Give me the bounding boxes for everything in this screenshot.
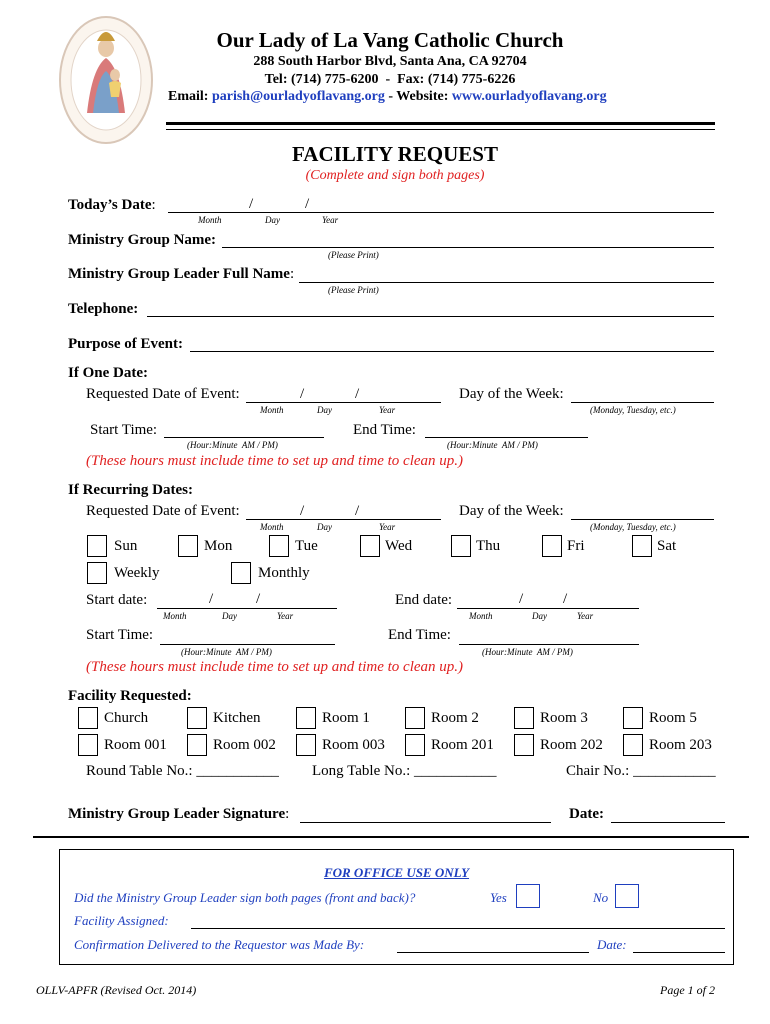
page-number: Page 1 of 2 (660, 983, 715, 997)
date-slash: / (355, 503, 360, 519)
facility-label-church: Church (104, 710, 149, 726)
month-hint: Month (260, 405, 284, 415)
date-slash: / (519, 591, 524, 607)
date-slash: / (355, 386, 360, 402)
checkbox-room-203[interactable] (623, 734, 643, 756)
facility-label-room-001: Room 001 (104, 737, 167, 753)
day-of-week-hint: (Monday, Tuesday, etc.) (590, 522, 676, 532)
recurring-end-time-field[interactable] (459, 644, 639, 645)
end-time-label: End Time: (353, 422, 416, 438)
checkbox-room-003[interactable] (296, 734, 316, 756)
hours-note: (These hours must include time to set up and time to clean up.) (86, 659, 464, 675)
start-date-field[interactable] (157, 608, 337, 609)
signature-field[interactable] (300, 822, 551, 823)
ministry-group-label: Ministry Group Name: (68, 232, 217, 248)
month-hint: Month (198, 215, 222, 225)
requested-date-label: Requested Date of Event: (86, 386, 240, 402)
date-slash: / (300, 503, 305, 519)
end-time-field[interactable] (425, 437, 588, 438)
facility-label-room-5: Room 5 (649, 710, 697, 726)
day-of-week-label: Day of the Week: (459, 503, 564, 519)
church-phone: Tel: (714) 775-6200 - Fax: (714) 775-6226 (264, 72, 516, 87)
church-logo (57, 13, 155, 147)
church-name: Our Lady of La Vang Catholic Church (216, 28, 564, 52)
checkbox-wed[interactable] (360, 535, 380, 557)
day-of-week-field[interactable] (571, 402, 714, 403)
checkbox-room-001[interactable] (78, 734, 98, 756)
date-slash: / (209, 591, 214, 607)
month-hint: Month (163, 611, 187, 621)
day-of-week-label: Day of the Week: (459, 386, 564, 402)
checkbox-room-3[interactable] (514, 707, 534, 729)
requested-date-label: Requested Date of Event: (86, 503, 240, 519)
website-label: Website: (396, 89, 449, 104)
signature-date-field[interactable] (611, 822, 725, 823)
year-hint: Year (277, 611, 294, 621)
date-slash: / (563, 591, 568, 607)
facility-label-room-201: Room 201 (431, 737, 494, 753)
telephone-label: Telephone: (68, 301, 139, 317)
date-slash: / (256, 591, 261, 607)
website-link[interactable]: www.ourladyoflavang.org (451, 89, 607, 104)
facility-label-room-203: Room 203 (649, 737, 712, 753)
section-divider (33, 836, 749, 838)
time-hint: (Hour:Minute AM / PM) (482, 647, 573, 657)
date-slash: / (305, 196, 310, 212)
checkbox-room-5[interactable] (623, 707, 643, 729)
signature-label: Ministry Group Leader Signature: (68, 806, 290, 822)
recurring-heading: If Recurring Dates: (68, 482, 193, 498)
facility-label-room-003: Room 003 (322, 737, 385, 753)
form-subtitle: (Complete and sign both pages) (305, 168, 485, 183)
day-hint: Day (317, 405, 332, 415)
day-label-mon: Mon (204, 538, 233, 554)
facility-label-room-3: Room 3 (540, 710, 588, 726)
checkbox-church[interactable] (78, 707, 98, 729)
purpose-label: Purpose of Event: (68, 336, 183, 352)
one-date-heading: If One Date: (68, 365, 148, 381)
requested-date-field[interactable] (246, 402, 441, 403)
hours-note: (These hours must include time to set up and time to clean up.) (86, 453, 464, 469)
separator: - (388, 89, 393, 104)
day-label-sun: Sun (114, 538, 138, 554)
office-question: Did the Ministry Group Leader sign both pages (front and back)? (74, 890, 416, 905)
start-time-field[interactable] (164, 437, 324, 438)
checkbox-monthly[interactable] (231, 562, 251, 584)
date-slash: / (300, 386, 305, 402)
end-date-label: End date: (395, 592, 453, 608)
start-date-label: Start date: (86, 592, 148, 608)
facility-assigned-field[interactable] (191, 928, 725, 929)
facility-label-room-002: Room 002 (213, 737, 276, 753)
facility-label-kitchen: Kitchen (213, 710, 261, 726)
form-title: FACILITY REQUEST (292, 142, 498, 166)
year-hint: Year (322, 215, 339, 225)
email-link[interactable]: parish@ourladyoflavang.org (211, 89, 385, 104)
time-hint: (Hour:Minute AM / PM) (447, 440, 538, 450)
checkbox-office-yes[interactable] (516, 884, 540, 908)
weekly-label: Weekly (114, 565, 160, 581)
checkbox-room-2[interactable] (405, 707, 425, 729)
start-time-label: Start Time: (86, 627, 154, 643)
please-print-hint: (Please Print) (328, 250, 379, 260)
end-date-field[interactable] (457, 608, 639, 609)
email-label: Email: (168, 89, 209, 104)
year-hint: Year (577, 611, 594, 621)
checkbox-room-1[interactable] (296, 707, 316, 729)
todays-date-label: Today’s Date: (68, 197, 156, 213)
checkbox-sun[interactable] (87, 535, 107, 557)
date-slash: / (249, 196, 254, 212)
year-hint: Year (379, 405, 396, 415)
day-hint: Day (317, 522, 332, 532)
year-hint: Year (379, 522, 396, 532)
checkbox-fri[interactable] (542, 535, 562, 557)
office-date-label: Date: (597, 937, 627, 952)
recurring-day-of-week-field[interactable] (571, 519, 714, 520)
time-hint: (Hour:Minute AM / PM) (181, 647, 272, 657)
purpose-field[interactable] (190, 351, 714, 352)
facility-label-room-2: Room 2 (431, 710, 479, 726)
checkbox-room-202[interactable] (514, 734, 534, 756)
leader-name-label: Ministry Group Leader Full Name: (68, 266, 295, 282)
confirmation-field[interactable] (397, 952, 589, 953)
day-label-tue: Tue (295, 538, 318, 554)
office-use-heading: FOR OFFICE USE ONLY (323, 865, 470, 880)
checkbox-mon[interactable] (178, 535, 198, 557)
checkbox-sat[interactable] (632, 535, 652, 557)
facility-heading: Facility Requested: (68, 688, 192, 704)
monthly-label: Monthly (258, 565, 310, 581)
day-label-sat: Sat (657, 538, 677, 554)
confirmation-label: Confirmation Delivered to the Requestor was Made By: (74, 937, 365, 952)
chair-field[interactable]: Chair No.: ___________ (566, 763, 716, 779)
facility-label-room-1: Room 1 (322, 710, 370, 726)
month-hint: Month (260, 522, 284, 532)
contact-line (168, 89, 607, 105)
header-rule (166, 122, 715, 130)
facility-label-room-202: Room 202 (540, 737, 603, 753)
office-no-label: No (593, 890, 609, 905)
time-hint: (Hour:Minute AM / PM) (187, 440, 278, 450)
day-label-wed: Wed (385, 538, 413, 554)
checkbox-kitchen[interactable] (187, 707, 207, 729)
signature-date-label: Date: (569, 806, 604, 822)
checkbox-room-201[interactable] (405, 734, 425, 756)
form-id: OLLV-APFR (Revised Oct. 2014) (36, 983, 197, 997)
day-hint: Day (222, 611, 237, 621)
day-hint: Day (532, 611, 547, 621)
recurring-requested-date-field[interactable] (246, 519, 441, 520)
start-time-label: Start Time: (90, 422, 158, 438)
checkbox-thu[interactable] (451, 535, 471, 557)
checkbox-tue[interactable] (269, 535, 289, 557)
checkbox-room-002[interactable] (187, 734, 207, 756)
checkbox-weekly[interactable] (87, 562, 107, 584)
leader-name-field[interactable] (299, 282, 714, 283)
day-label-fri: Fri (567, 538, 585, 554)
long-table-field[interactable]: Long Table No.: ___________ (312, 763, 497, 779)
checkbox-office-no[interactable] (615, 884, 639, 908)
month-hint: Month (469, 611, 493, 621)
please-print-hint: (Please Print) (328, 285, 379, 295)
facility-assigned-label: Facility Assigned: (74, 913, 169, 928)
day-hint: Day (265, 215, 280, 225)
telephone-field[interactable] (147, 316, 714, 317)
recurring-start-time-field[interactable] (160, 644, 335, 645)
office-yes-label: Yes (490, 890, 507, 905)
end-time-label: End Time: (388, 627, 451, 643)
office-date-field[interactable] (633, 952, 725, 953)
round-table-field[interactable]: Round Table No.: ___________ (86, 763, 279, 779)
ministry-group-field[interactable] (222, 247, 714, 248)
church-address: 288 South Harbor Blvd, Santa Ana, CA 92704 (253, 54, 527, 69)
day-label-thu: Thu (476, 538, 501, 554)
day-of-week-hint: (Monday, Tuesday, etc.) (590, 405, 676, 415)
